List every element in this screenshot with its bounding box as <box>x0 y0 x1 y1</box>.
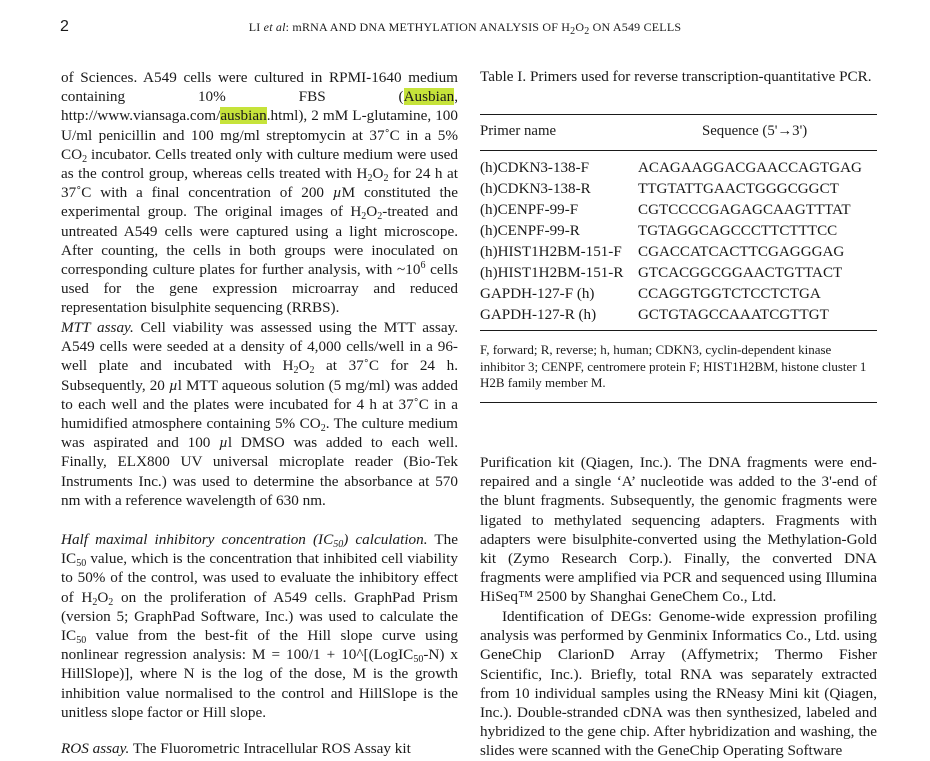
table-cell-primer: (h)CDKN3-138-R <box>480 181 591 197</box>
table-body <box>0 158 930 328</box>
table-cell-primer: GAPDH-127-R (h) <box>480 307 597 323</box>
table-cell-sequence: TGTAGGCAGCCCTTCTTTCC <box>638 223 838 239</box>
table-cell-sequence: GCTGTAGCCAAATCGTTGT <box>638 307 829 323</box>
mtt-assay-section: MTT assay. Cell viability was assessed using the MTT assay. A549 cells were seeded at a density of 4,000 cells/well in a 96-well plate and incubated with $H_2O_2$ at 37˚C for 24 h. Subsequently, 20 µl MTT aqueous solution (5 mg/ml) was added to each well and the plates were incubated for 4 h at 37˚C in a humidified atmosphere containing 5% $CO_2$. The culture medium was aspirated and 100 µl DMSO was added to each well. Finally, ELX800 UV universal microplate reader (Bio-Tek Instruments Inc.) was used to determine the absorbance at 570 nm with a reference wavelength of 630 nm. <box>61 319 458 509</box>
table-cell-primer: GAPDH-127-F (h) <box>480 286 595 302</box>
table-footnote: F, forward; R, reverse; h, human; CDKN3, cyclin-dependent kinase inhibitor 3; CENPF, centromere protein F; HIST1H2BM, histone cluster 1 H2B family member M. <box>480 342 867 391</box>
mtt-heading: MTT assay. <box>61 319 134 336</box>
table-cell-sequence: TTGTATTGAACTGGGCGGCT <box>638 181 839 197</box>
table-cell-primer: (h)HIST1H2BM-151-F <box>480 244 622 260</box>
table-cell-primer: (h)CDKN3-138-F <box>480 160 590 176</box>
table-cell-sequence: ACAGAAGGACGAACCAGTGAG <box>638 160 862 176</box>
table-cell-primer: (h)CENPF-99-R <box>480 223 580 239</box>
ic50-heading: Half maximal inhibitory concentration $(IC_{50})$ calculation. <box>61 531 428 550</box>
ros-assay-section <box>61 739 458 758</box>
table-header-rule <box>480 150 877 151</box>
purification-paragraph: Purification kit (Qiagen, Inc.). The DNA fragments were end-repaired and a single ‘A’ nucleotide was added to the 3'-end of the blunt fragments. Subsequently, the genomic fragments were ligated to methylated sequencing adapters. Fragments with adapters were bisulphite-converted using the Methylation-Gold kit (Zymo Research Corp.). Finally, the converted DNA fragments were amplified via PCR and sequenced using Illumina HiSeq™ 2500 by Shanghai GeneChem Co., Ltd. <box>480 454 877 606</box>
table-caption: Table I. Primers used for reverse transcription-quantitative PCR. <box>480 68 872 85</box>
ic50-section: Half maximal inhibitory concentration $(IC_{50})$ calculation. The $IC_{50}$ value, which is the concentration that inhibited cell viability to 50% of the control, was used to evaluate the inhibitory effect of $H_2O_2$ on the proliferation of A549 cells. GraphPad Prism (version 5; GraphPad Software, Inc.) was used to calculate the $IC_{50}$ value from the best-fit of the Hill slope curve using nonlinear regression analysis: M = 100/1 + 10^[(LogIC$_{50}$-N) x HillSlope)], where N is the log of the dose, M is the growth inhibition value normalised to the control and HillSlope is the unitless slope factor or Hill slope. <box>61 531 458 721</box>
ros-heading: ROS assay. <box>61 740 130 757</box>
table-cell-sequence: CGTCCCCGAGAGCAAGTTTAT <box>638 202 851 218</box>
page-number: 2 <box>60 18 69 35</box>
table-cell-sequence: CCAGGTGGTCTCCTCTGA <box>638 286 821 302</box>
table-bottom-rule <box>480 330 877 331</box>
intro-paragraph: of Sciences. A549 cells were cultured in RPMI-1640 medium containing 10% FBS (Ausbian, http://www.viansaga.com/ausbian.html), 2 mM L-glutamine, 100 U/ml penicillin and 100 mg/ml streptomycin at 37˚C in a 5% $CO_2$ incubator. Cells treated only with culture medium were used as the control group, whereas cells treated with $H_2O_2$ for 24 h at 37˚C with a final concentration of 200 µM constituted the experimental group. The original images of $H_2O_2$-treated and untreated A549 cells were captured using a light microscope. After counting, the cells in both groups were inoculated on corresponding culture plates for further analysis, with $\sim 10^6$ cells used for the gene expression microarray and reduced representation bisulphite sequencing (RRBS). <box>61 69 459 317</box>
table-cell-sequence: GTCACGGCGGAACTGTTACT <box>638 265 843 281</box>
table-header-sequence: Sequence (5'→3') <box>702 123 808 139</box>
deg-identification-paragraph: Identification of DEGs: Genome-wide expression profiling analysis was performed by Genminix Informatics Co., Ltd. using GeneChip ClarionD Array (Affymetrix; Thermo Fisher Scientific, Inc.). Briefly, total RNA was separately extracted from 10 individual samples using the RNeasy Mini kit (Qiagen, Inc.). Double-stranded cDNA was then synthesized, labeled and hybridized to the gene chip. After hybridization and washing, the slides were scanned with the GeneChip Operating Software <box>480 608 877 760</box>
table-cell-sequence: CGACCATCACTTCGAGGGAG <box>638 244 845 260</box>
table-header-primer-name: Primer name <box>480 123 557 139</box>
table-top-rule <box>480 114 877 115</box>
table-footnote-rule <box>480 402 877 403</box>
running-head: LI et al: mRNA AND DNA METHYLATION ANALYSIS OF $H_2O_2$ ON A549 CELLS <box>248 20 682 37</box>
table-cell-primer: (h)CENPF-99-F <box>480 202 579 218</box>
ros-text: The Fluorometric Intracellular ROS Assay kit <box>132 740 411 757</box>
table-cell-primer: (h)HIST1H2BM-151-R <box>480 265 624 281</box>
